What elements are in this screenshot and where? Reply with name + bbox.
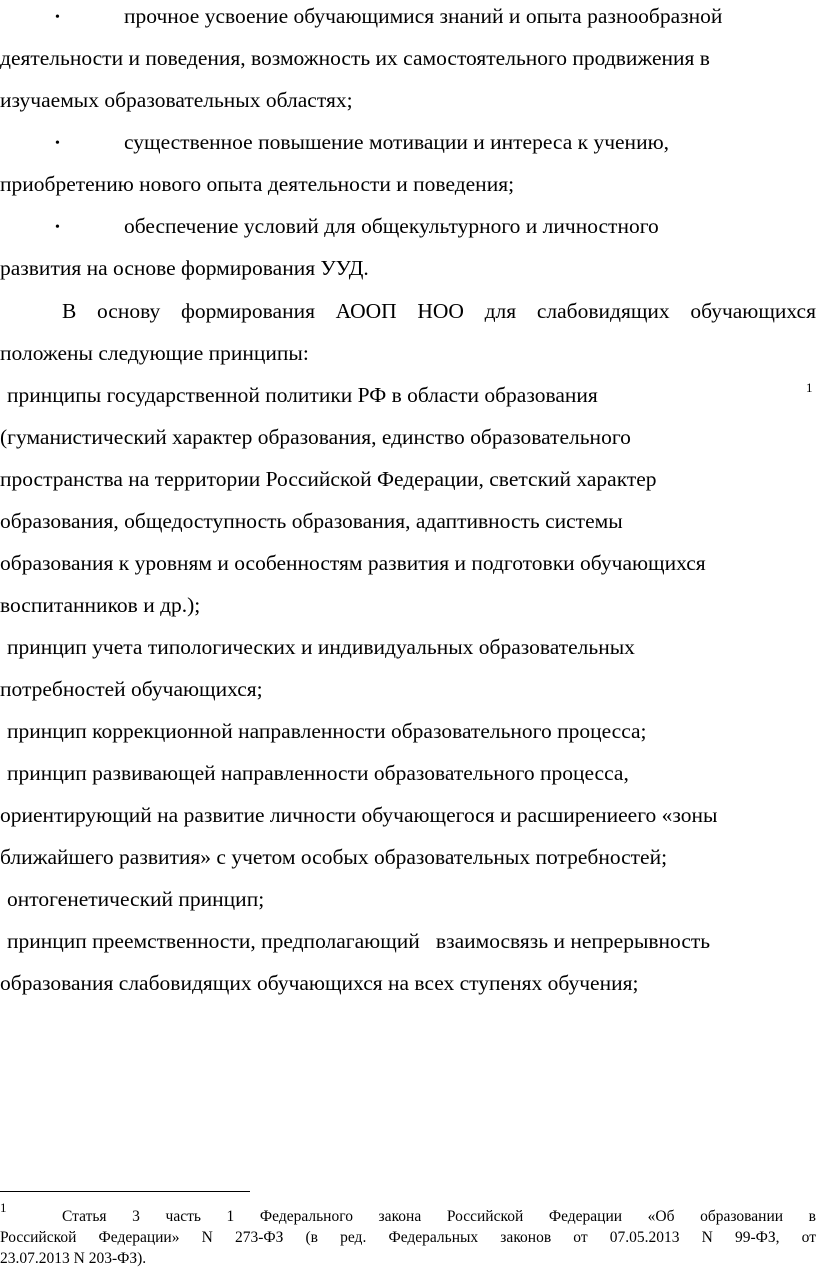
principle-6-line-2: образования слабовидящих обучающихся на всех ступенях обучения; xyxy=(0,971,639,995)
principle-2-line-2: потребностей обучающихся; xyxy=(0,677,263,701)
bullet-1-line-2: деятельности и поведения, возможность их самостоятельного продвижения в xyxy=(0,46,710,70)
bullet-1-line-3: изучаемых образовательных областях; xyxy=(0,88,353,112)
bullet-icon: • xyxy=(55,10,60,25)
bullet-2-line-1: существенное повышение мотивации и интереса к учению, xyxy=(124,130,670,154)
principle-2-line-1: принцип учета типологических и индивидуальных образовательных xyxy=(7,635,635,659)
footnote-reference: 1 xyxy=(806,380,813,395)
principle-4-line-2: ориентирующий на развитие личности обучающегося и расширениеего «зоны xyxy=(0,803,718,827)
principle-4-line-3: ближайшего развития» с учетом особых образовательных потребностей; xyxy=(0,845,668,869)
bullet-icon: • xyxy=(55,220,60,235)
intro-line-2: положены следующие принципы: xyxy=(0,341,309,365)
principle-1-line-5: образования к уровням и особенностям развития и подготовки обучающихся xyxy=(0,551,706,575)
bullet-3-line-2: развития на основе формирования УУД. xyxy=(0,256,369,280)
intro-line-1: В основу формирования АООП НОО для слабовидящих обучающихся xyxy=(62,299,816,323)
principle-5-line-1: онтогенетический принцип; xyxy=(7,887,265,911)
principle-1-line-3: пространства на территории Российской Федерации, светский характер xyxy=(0,467,657,491)
principle-4-line-1: принцип развивающей направленности образовательного процесса, xyxy=(7,761,629,785)
principle-1-line-4: образования, общедоступность образования, адаптивность системы xyxy=(0,509,623,533)
footnote-line-2: Российской Федерации» N 273-ФЗ (в ред. Федеральных законов от 07.05.2013 N 99-ФЗ, от xyxy=(0,1229,816,1246)
bullet-2-line-2: приобретению нового опыта деятельности и поведения; xyxy=(0,172,515,196)
bullet-3-line-1: обеспечение условий для общекультурного и личностного xyxy=(124,214,659,238)
principle-1-line-1: принципы государственной политики РФ в области образования xyxy=(7,383,598,407)
principle-3-line-1: принцип коррекционной направленности образовательного процесса; xyxy=(7,719,647,743)
footnote-line-3: 23.07.2013 N 203-ФЗ). xyxy=(0,1250,147,1267)
footnote-mark: 1 xyxy=(0,1200,7,1215)
principle-1-line-2: (гуманистический характер образования, единство образовательного xyxy=(0,425,631,449)
principle-6-line-1: принцип преемственности, предполагающий взаимосвязь и непрерывность xyxy=(7,929,711,953)
bullet-icon: • xyxy=(55,136,60,151)
footnote-separator xyxy=(0,1191,250,1192)
principle-1-line-6: воспитанников и др.); xyxy=(0,593,201,617)
bullet-1-line-1: прочное усвоение обучающимися знаний и опыта разнообразной xyxy=(124,4,723,28)
footnote-line-1: Статья 3 часть 1 Федерального закона Российской Федерации «Об образовании в xyxy=(62,1208,816,1225)
